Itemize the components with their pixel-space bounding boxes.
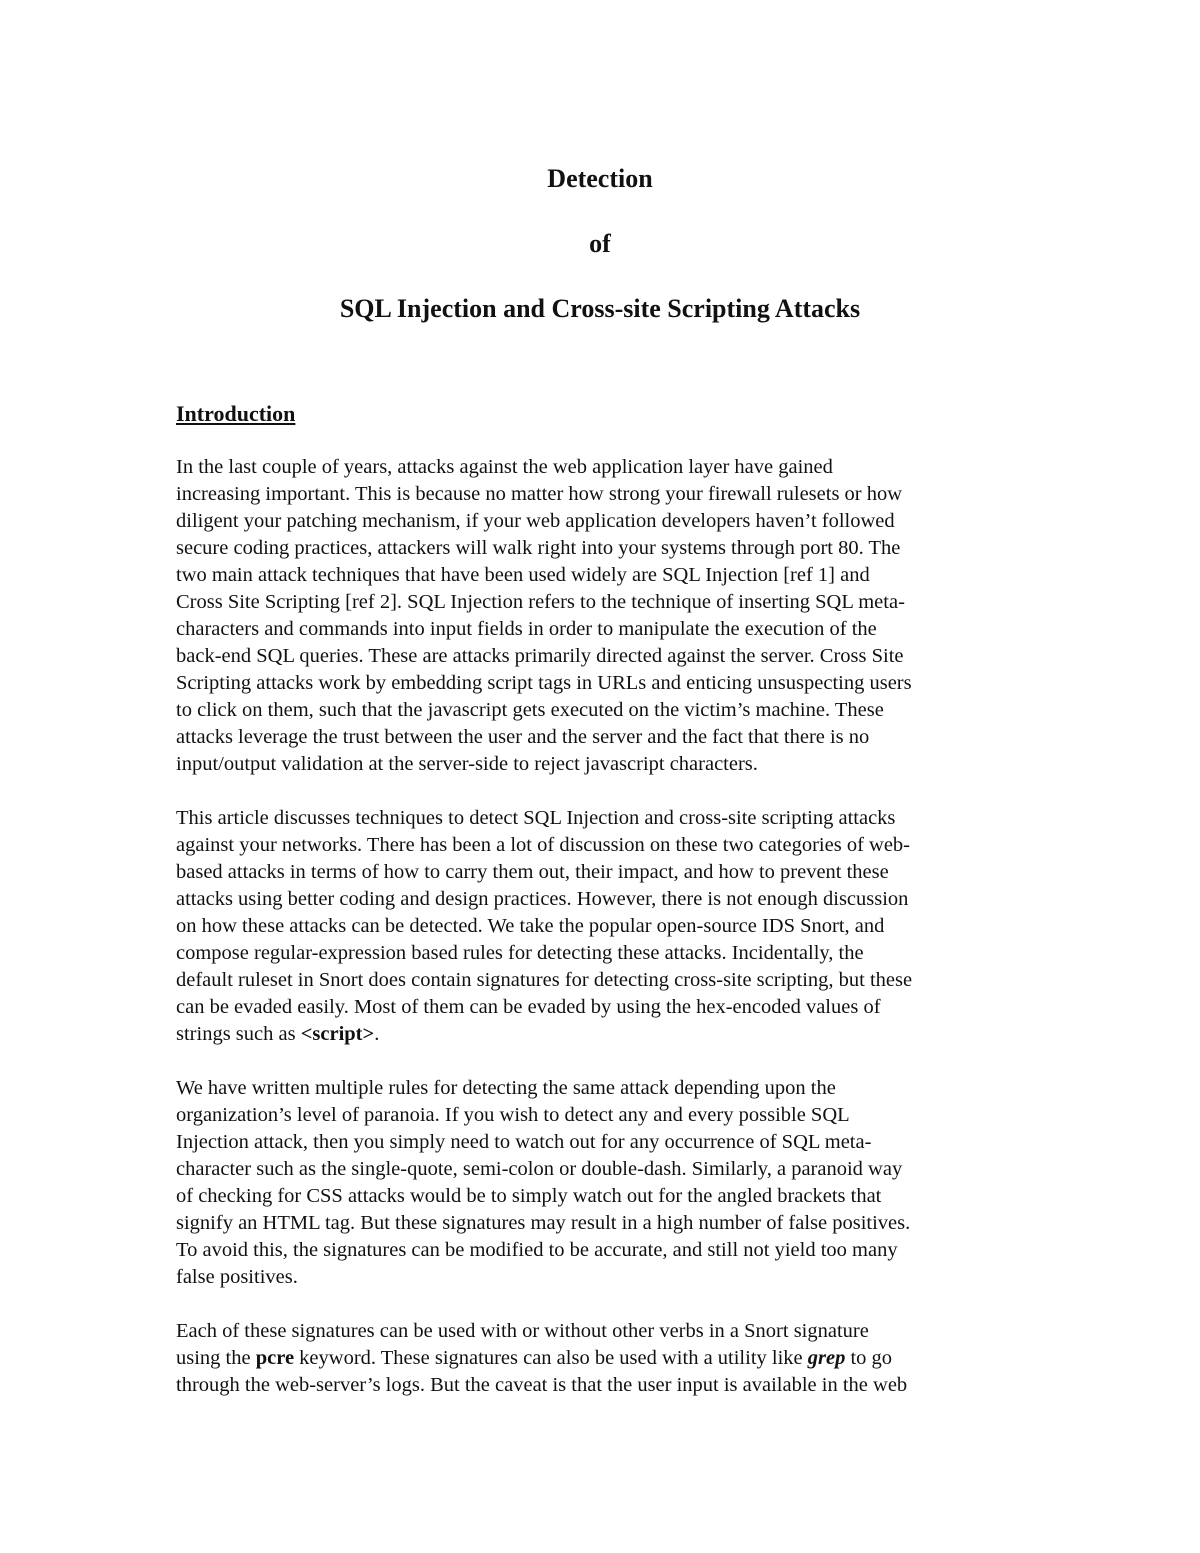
text-line: through the web-server’s logs. But the caveat is that the user input is available in the web [176,1374,908,1396]
text-line: two main attack techniques that have been used widely are SQL Injection [ref 1] and [176,564,870,586]
text-line: In the last couple of years, attacks against the web application layer have gained [176,456,833,478]
text-run: keyword. These signatures can also be used with a utility like [294,1347,808,1369]
text-run: . [374,1023,380,1045]
paragraph-4 [176,1318,1036,1399]
text-line: input/output validation at the server-side to reject javascript characters. [176,753,758,775]
text-line: To avoid this, the signatures can be modified to be accurate, and still not yield too many [176,1239,898,1261]
bold-run: > [362,1023,375,1045]
text-line [176,1345,1036,1372]
paragraph-2 [176,805,1036,1048]
document-body [176,399,1036,1426]
text-line: signify an HTML tag. But these signatures may result in a high number of false positives. [176,1212,911,1234]
text-run: strings such as [176,1023,301,1045]
italic-run: grep [807,1347,846,1369]
bold-run: pcre [255,1347,295,1369]
text-line: against your networks. There has been a lot of discussion on these two categories of web- [176,834,911,856]
text-line: on how these attacks can be detected. We take the popular open-source IDS Snort, and [176,915,885,937]
text-line: attacks using better coding and design practices. However, there is not enough discussion [176,888,909,910]
text-line: false positives. [176,1266,298,1288]
text-line: organization’s level of paranoia. If you wish to detect any and every possible SQL [176,1104,850,1126]
text-line: compose regular-expression based rules for detecting these attacks. Incidentally, the [176,942,864,964]
text-run: to go [845,1347,893,1369]
title-line-2: of [589,229,611,258]
text-run: using the [176,1347,256,1369]
text-line: Cross Site Scripting [ref 2]. SQL Injection refers to the technique of inserting SQL meta- [176,591,905,613]
text-line: We have written multiple rules for detecting the same attack depending upon the [176,1077,836,1099]
text-line: This article discusses techniques to detect SQL Injection and cross-site scripting attacks [176,807,896,829]
text-line: can be evaded easily. Most of them can be evaded by using the hex-encoded values of [176,996,881,1018]
text-line: based attacks in terms of how to carry them out, their impact, and how to prevent these [176,861,889,883]
document-title [0,163,1200,358]
text-line: increasing important. This is because no matter how strong your firewall rulesets or how [176,483,903,505]
title-line-3: SQL Injection and Cross-site Scripting Attacks [339,294,861,323]
text-line: default ruleset in Snort does contain signatures for detecting cross-site scripting, but these [176,969,913,991]
text-line: characters and commands into input fields in order to manipulate the execution of the [176,618,877,640]
text-line: diligent your patching mechanism, if your web application developers haven’t followed [176,510,895,532]
bold-run: < [300,1023,313,1045]
bold-run: script [312,1023,363,1045]
paragraph-1 [176,454,1036,778]
title-line-1: Detection [547,164,653,193]
text-line: of checking for CSS attacks would be to simply watch out for the angled brackets that [176,1185,882,1207]
text-line: character such as the single-quote, semi-colon or double-dash. Similarly, a paranoid way [176,1158,903,1180]
text-line: Scripting attacks work by embedding script tags in URLs and enticing unsuspecting users [176,672,912,694]
text-line: to click on them, such that the javascript gets executed on the victim’s machine. These [176,699,884,721]
text-line: Injection attack, then you simply need to watch out for any occurrence of SQL meta- [176,1131,872,1153]
text-line: back-end SQL queries. These are attacks primarily directed against the server. Cross Site [176,645,904,667]
text-line [176,1021,1036,1048]
section-heading-introduction: Introduction [176,401,296,426]
paragraph-3 [176,1075,1036,1291]
text-line: Each of these signatures can be used with or without other verbs in a Snort signature [176,1320,869,1342]
text-line: attacks leverage the trust between the user and the server and the fact that there is no [176,726,870,748]
text-line: secure coding practices, attackers will walk right into your systems through port 80. The [176,537,901,559]
